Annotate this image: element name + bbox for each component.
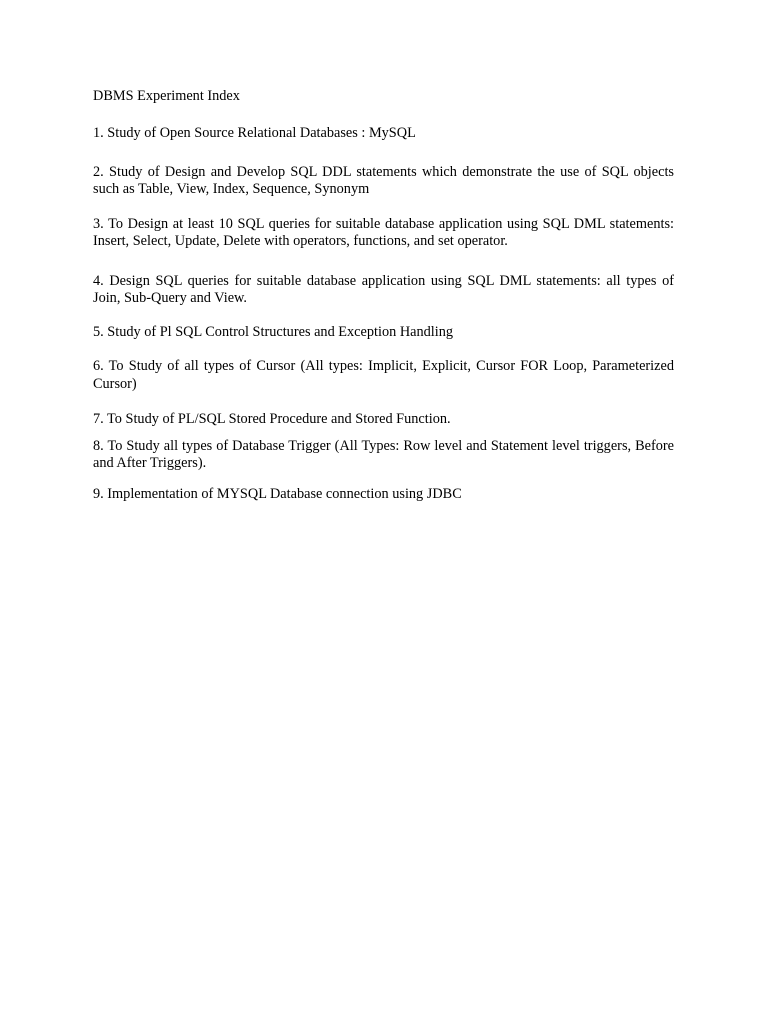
document-body xyxy=(93,87,674,503)
experiment-item-6: 6. To Study of all types of Cursor (All types: Implicit, Explicit, Cursor FOR Loop, Parameterized Cursor) xyxy=(93,358,674,392)
experiment-item-8: 8. To Study all types of Database Trigger (All Types: Row level and Statement level triggers, Before and After Triggers). xyxy=(93,437,674,471)
experiment-item-9: 9. Implementation of MYSQL Database connection using JDBC xyxy=(93,485,462,502)
experiment-item-2: 2. Study of Design and Develop SQL DDL statements which demonstrate the use of SQL objects such as Table, View, Index, Sequence, Synonym xyxy=(93,163,674,197)
experiment-item-7: 7. To Study of PL/SQL Stored Procedure and Stored Function. xyxy=(93,411,451,427)
experiment-item-1: 1. Study of Open Source Relational Databases : MySQL xyxy=(93,125,416,141)
experiment-item-4: 4. Design SQL queries for suitable database application using SQL DML statements: all types of Join, Sub-Query and View. xyxy=(93,272,674,306)
experiment-item-5: 5. Study of Pl SQL Control Structures and Exception Handling xyxy=(93,323,454,340)
experiment-item-3: 3. To Design at least 10 SQL queries for suitable database application using SQL DML statements: Insert, Select, Update, Delete with operators, functions, and set operator. xyxy=(93,215,674,249)
document-title: DBMS Experiment Index xyxy=(93,88,240,104)
